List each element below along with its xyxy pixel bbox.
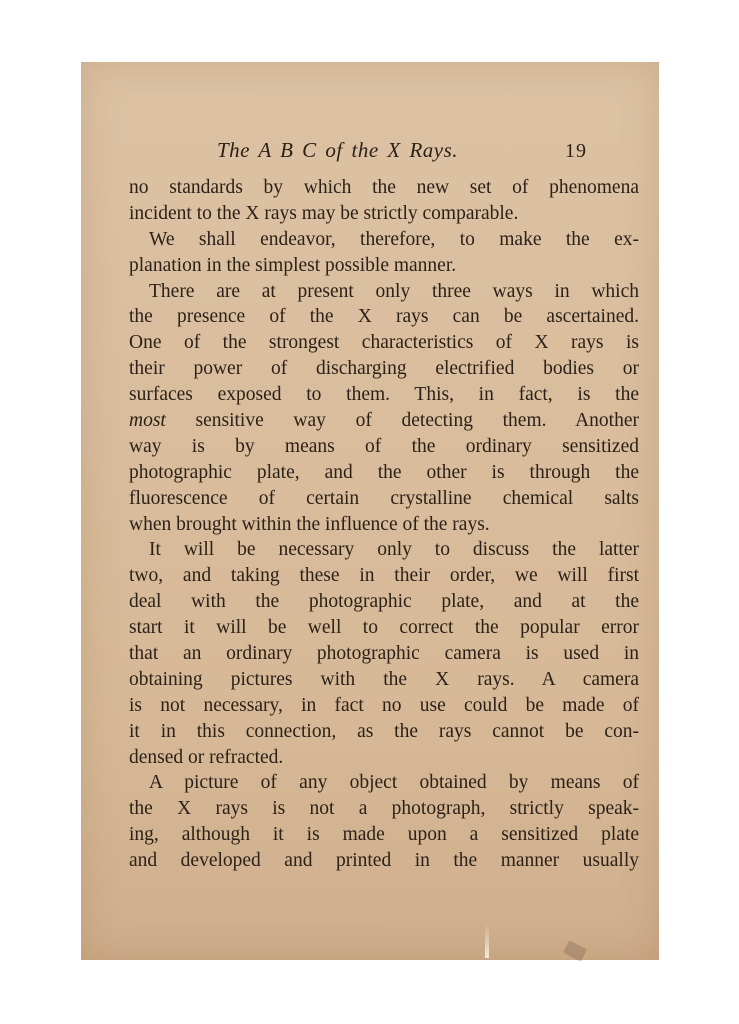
body-text: [129, 175, 639, 874]
text-line: no standards by which the new set of phenomena: [129, 177, 639, 198]
text-line: start it will be well to correct the popular error: [129, 617, 639, 639]
text-line: fluorescence of certain crystalline chemical salts: [129, 487, 639, 509]
text-line: and developed and printed in the manner usually: [129, 850, 639, 872]
text-line: planation in the simplest possible manner.: [129, 254, 457, 276]
text-line: A picture of any object obtained by means of: [149, 772, 639, 794]
book-page: [81, 62, 659, 960]
text-line: it in this connection, as the rays cannot be con-: [129, 720, 639, 742]
text-line: It will be necessary only to discuss the latter: [149, 539, 639, 561]
text-line: incident to the X rays may be strictly comparable.: [129, 202, 519, 224]
text-line: obtaining pictures with the X rays. A camera: [129, 668, 639, 690]
text-line: densed or refracted.: [129, 746, 284, 768]
text-line: ing, although it is made upon a sensitized plate: [129, 824, 639, 846]
line-text: sensitive way of detecting them. Another: [165, 410, 639, 432]
page-corner-mark: [563, 940, 587, 962]
text-line: that an ordinary photographic camera is used in: [129, 643, 639, 665]
running-title: The A B C of the X Rays.: [217, 138, 459, 162]
text-line: photographic plate, and the other is through the: [129, 461, 639, 483]
page-number: 19: [565, 140, 587, 162]
text-line: the X rays is not a photograph, strictly speak-: [129, 798, 639, 820]
text-line: two, and taking these in their order, we will first: [129, 565, 639, 587]
text-line: the presence of the X rays can be ascertained.: [129, 306, 639, 328]
text-line: surfaces exposed to them. This, in fact, is the: [129, 384, 639, 406]
text-line: their power of discharging electrified bodies or: [129, 358, 639, 380]
text-line: is not necessary, in fact no use could be made of: [129, 694, 639, 716]
page-tab-mark: [485, 924, 489, 958]
text-line: One of the strongest characteristics of X rays is: [129, 332, 639, 354]
text-line: There are at present only three ways in which: [149, 280, 639, 302]
text-line: [129, 408, 639, 434]
text-line: We shall endeavor, therefore, to make the ex-: [149, 228, 639, 250]
text-line: when brought within the influence of the rays.: [129, 513, 490, 535]
running-head: [81, 138, 659, 164]
text-line: way is by means of the ordinary sensitized: [129, 435, 639, 457]
italic-word: most: [129, 410, 166, 432]
text-line: deal with the photographic plate, and at the: [129, 591, 639, 613]
